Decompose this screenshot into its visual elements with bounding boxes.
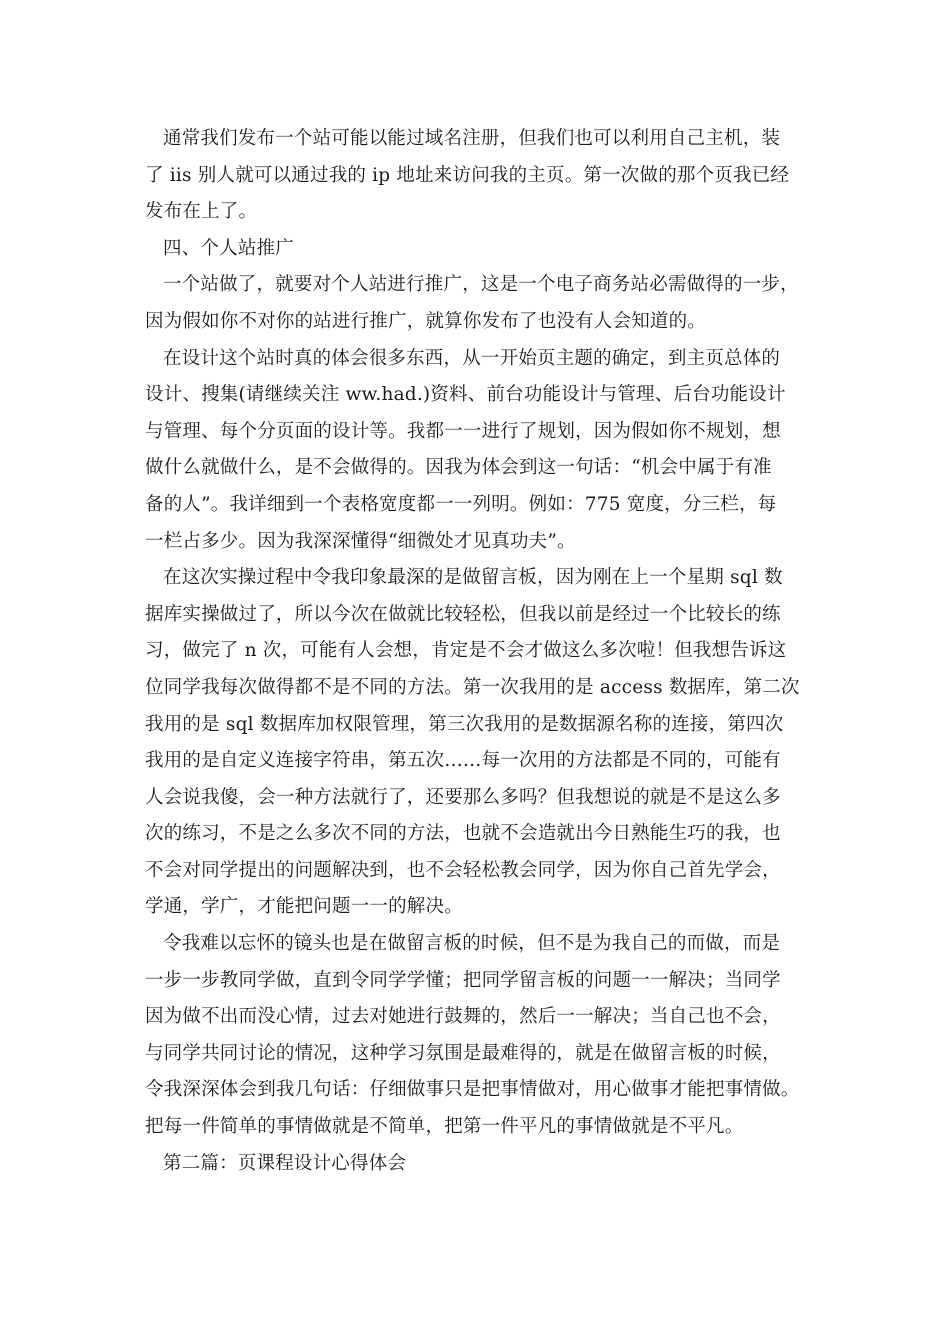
section-heading: 四、个人站推广 xyxy=(163,237,294,259)
text-line: 学通，学广，才能把问题一一的解决。 xyxy=(145,896,463,918)
text-line: 一步一步教同学做，直到令同学学懂；把同学留言板的问题一一解决；当同学 xyxy=(145,969,781,991)
text-line: 与管理、每个分页面的设计等。我都一一进行了规划，因为假如你不规划，想 xyxy=(145,420,781,442)
text-line: 人会说我傻，会一种方法就行了，还要那么多吗？但我想说的就是不是这么多 xyxy=(145,786,781,808)
text-line: 设计、搜集(请继续关注 ww.had.)资料、前台功能设计与管理、后台功能设计 xyxy=(145,384,786,406)
text-line: 备的人”。我详细到一个表格宽度都一一列明。例如：775 宽度，分三栏，每 xyxy=(145,493,777,515)
text-line: 令我深深体会到我几句话：仔细做事只是把事情做对，用心做事才能把事情做。 xyxy=(145,1079,800,1101)
text-line: 一个站做了，就要对个人站进行推广，这是一个电子商务站必需做得的一步， xyxy=(163,274,799,296)
text-line: 不会对同学提出的问题解决到，也不会轻松教会同学，因为你自己首先学会， xyxy=(145,859,781,881)
text-line: 位同学我每次做得都不是不同的方法。第一次我用的是 access 数据库，第二次 xyxy=(145,676,800,698)
text-line: 我用的是自定义连接字符串，第五次……每一次用的方法都是不同的，可能有 xyxy=(145,750,781,772)
text-line: 令我难以忘怀的镜头也是在做留言板的时候，但不是为我自己的而做，而是 xyxy=(163,933,781,955)
text-line: 据库实操做过了，所以今次在做就比较轻松，但我以前是经过一个比较长的练 xyxy=(145,603,781,625)
text-line: 在这次实操过程中令我印象最深的是做留言板，因为刚在上一个星期 sql 数 xyxy=(163,567,783,589)
text-line: 因为做不出而没心情，过去对她进行鼓舞的，然后一一解决；当自己也不会， xyxy=(145,1006,781,1028)
text-line: 做什么就做什么，是不会做得的。因我为体会到这一句话：“机会中属于有准 xyxy=(145,457,772,479)
text-line: 与同学共同讨论的情况，这种学习氛围是最难得的，就是在做留言板的时候， xyxy=(145,1042,781,1064)
section-heading: 第二篇：页课程设计心得体会 xyxy=(163,1152,407,1174)
text-line: 习，做完了 n 次，可能有人会想，肯定是不会才做这么多次啦！但我想告诉这 xyxy=(145,640,787,662)
text-line: 在设计这个站时真的体会很多东西，从一开始页主题的确定，到主页总体的 xyxy=(163,347,781,369)
text-line: 次的练习，不是之么多次不同的方法，也就不会造就出今日熟能生巧的我，也 xyxy=(145,823,781,845)
text-line: 发布在上了。 xyxy=(145,201,258,223)
text-line: 一栏占多少。因为我深深懂得“细微处才见真功夫”。 xyxy=(145,530,576,552)
text-line: 把每一件简单的事情做就是不简单，把第一件平凡的事情做就是不平凡。 xyxy=(145,1116,744,1138)
document-body xyxy=(145,121,813,1182)
text-line: 我用的是 sql 数据库加权限管理，第三次我用的是数据源名称的连接，第四次 xyxy=(145,713,784,735)
text-line: 通常我们发布一个站可能以能过域名注册，但我们也可以利用自己主机，装 xyxy=(163,128,781,149)
text-line: 了 iis 别人就可以通过我的 ip 地址来访问我的主页。第一次做的那个页我已经 xyxy=(145,164,790,186)
text-line: 因为假如你不对你的站进行推广，就算你发布了也没有人会知道的。 xyxy=(145,310,707,332)
